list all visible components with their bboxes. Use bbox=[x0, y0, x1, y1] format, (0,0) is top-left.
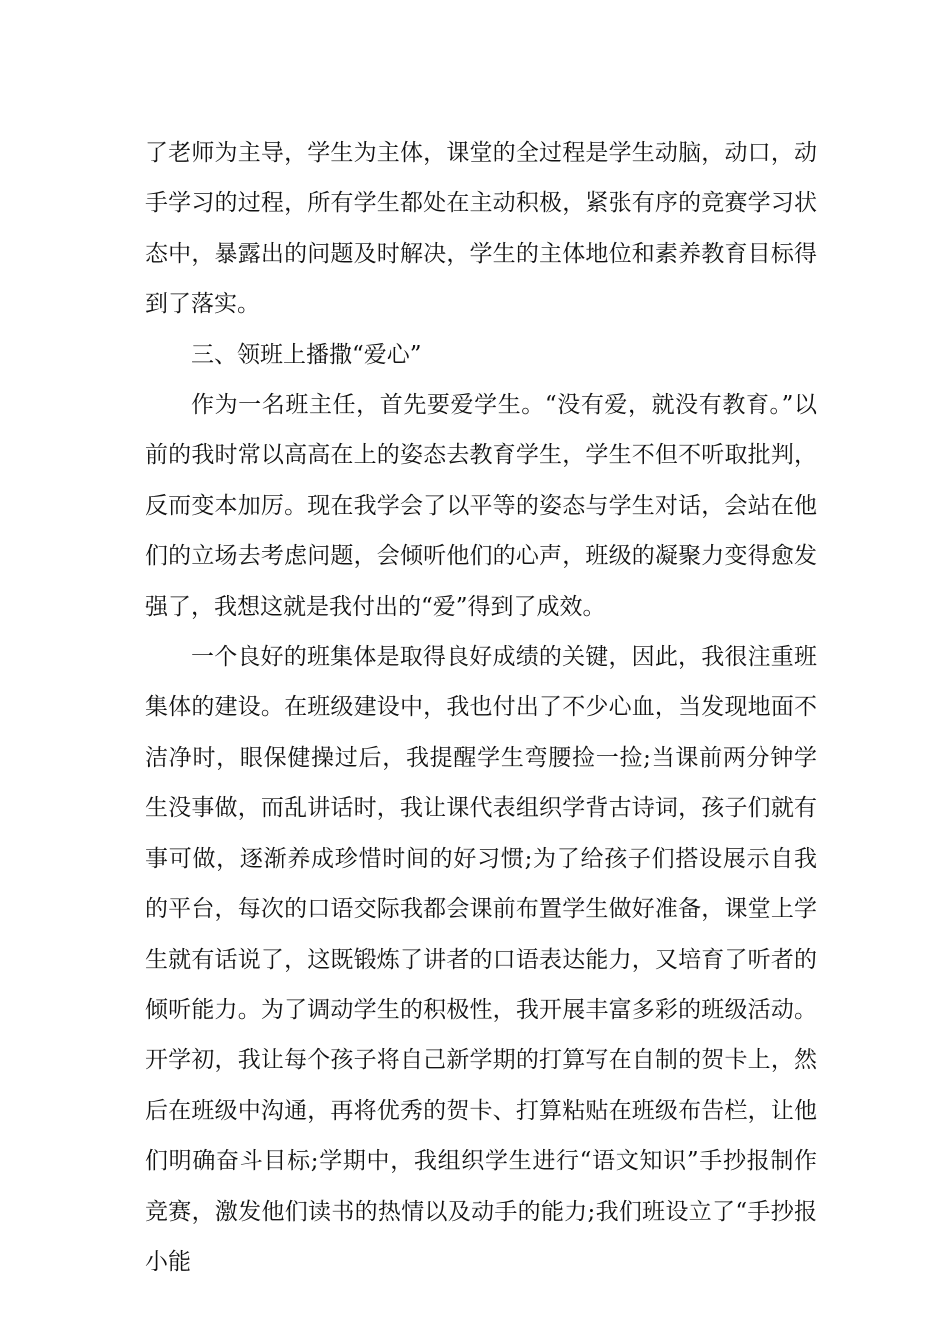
section-heading: 三、领班上播撒“爱心” bbox=[191, 341, 422, 368]
paragraph-class-building: 一个良好的班集体是取得良好成绩的关键，因此，我很注重班集体的建设。在班级建设中，我也付出了不少心血，当发现地面不洁净时，眼保健操过后，我提醒学生弯腰捡一捡;当课前两分钟学生没事做，而乱讲话时，我让课代表组织学背古诗词，孩子们就有事可做，逐渐养成珍惜时间的好习惯;为了给孩子们搭设展示自我的平台，每次的口语交际我都会课前布置学生做好准备，课堂上学生就有话说了，这既锻炼了讲者的口语表达能力，又培育了听者的倾听能力。为了调动学生的积极性，我开展丰富多彩的班级活动。开学初，我让每个孩子将自己新学期的打算写在自制的贺卡上，然后在班级中沟通，再将优秀的贺卡、打算粘贴在班级布告栏，让他们明确奋斗目标;学期中，我组织学生进行“语文知识”手抄报制作竞赛，激发他们读书的热情以及动手的能力;我们班设立了“手抄报小能 bbox=[145, 644, 817, 1275]
document-body bbox=[145, 128, 817, 1287]
paragraph-continuation: 了老师为主导，学生为主体，课堂的全过程是学生动脑，动口，动手学习的过程，所有学生都处在主动积极，紧张有序的竞赛学习状态中，暴露出的问题及时解决，学生的主体地位和素养教育目标得到了落实。 bbox=[145, 140, 817, 318]
paragraph-love-students: 作为一名班主任，首先要爱学生。“没有爱，就没有教育。”以前的我时常以高高在上的姿态去教育学生，学生不但不听取批判，反而变本加厉。现在我学会了以平等的姿态与学生对话，会站在他们的立场去考虑问题，会倾听他们的心声，班级的凝聚力变得愈发强了，我想这就是我付出的“爱”得到了成效。 bbox=[145, 392, 817, 620]
